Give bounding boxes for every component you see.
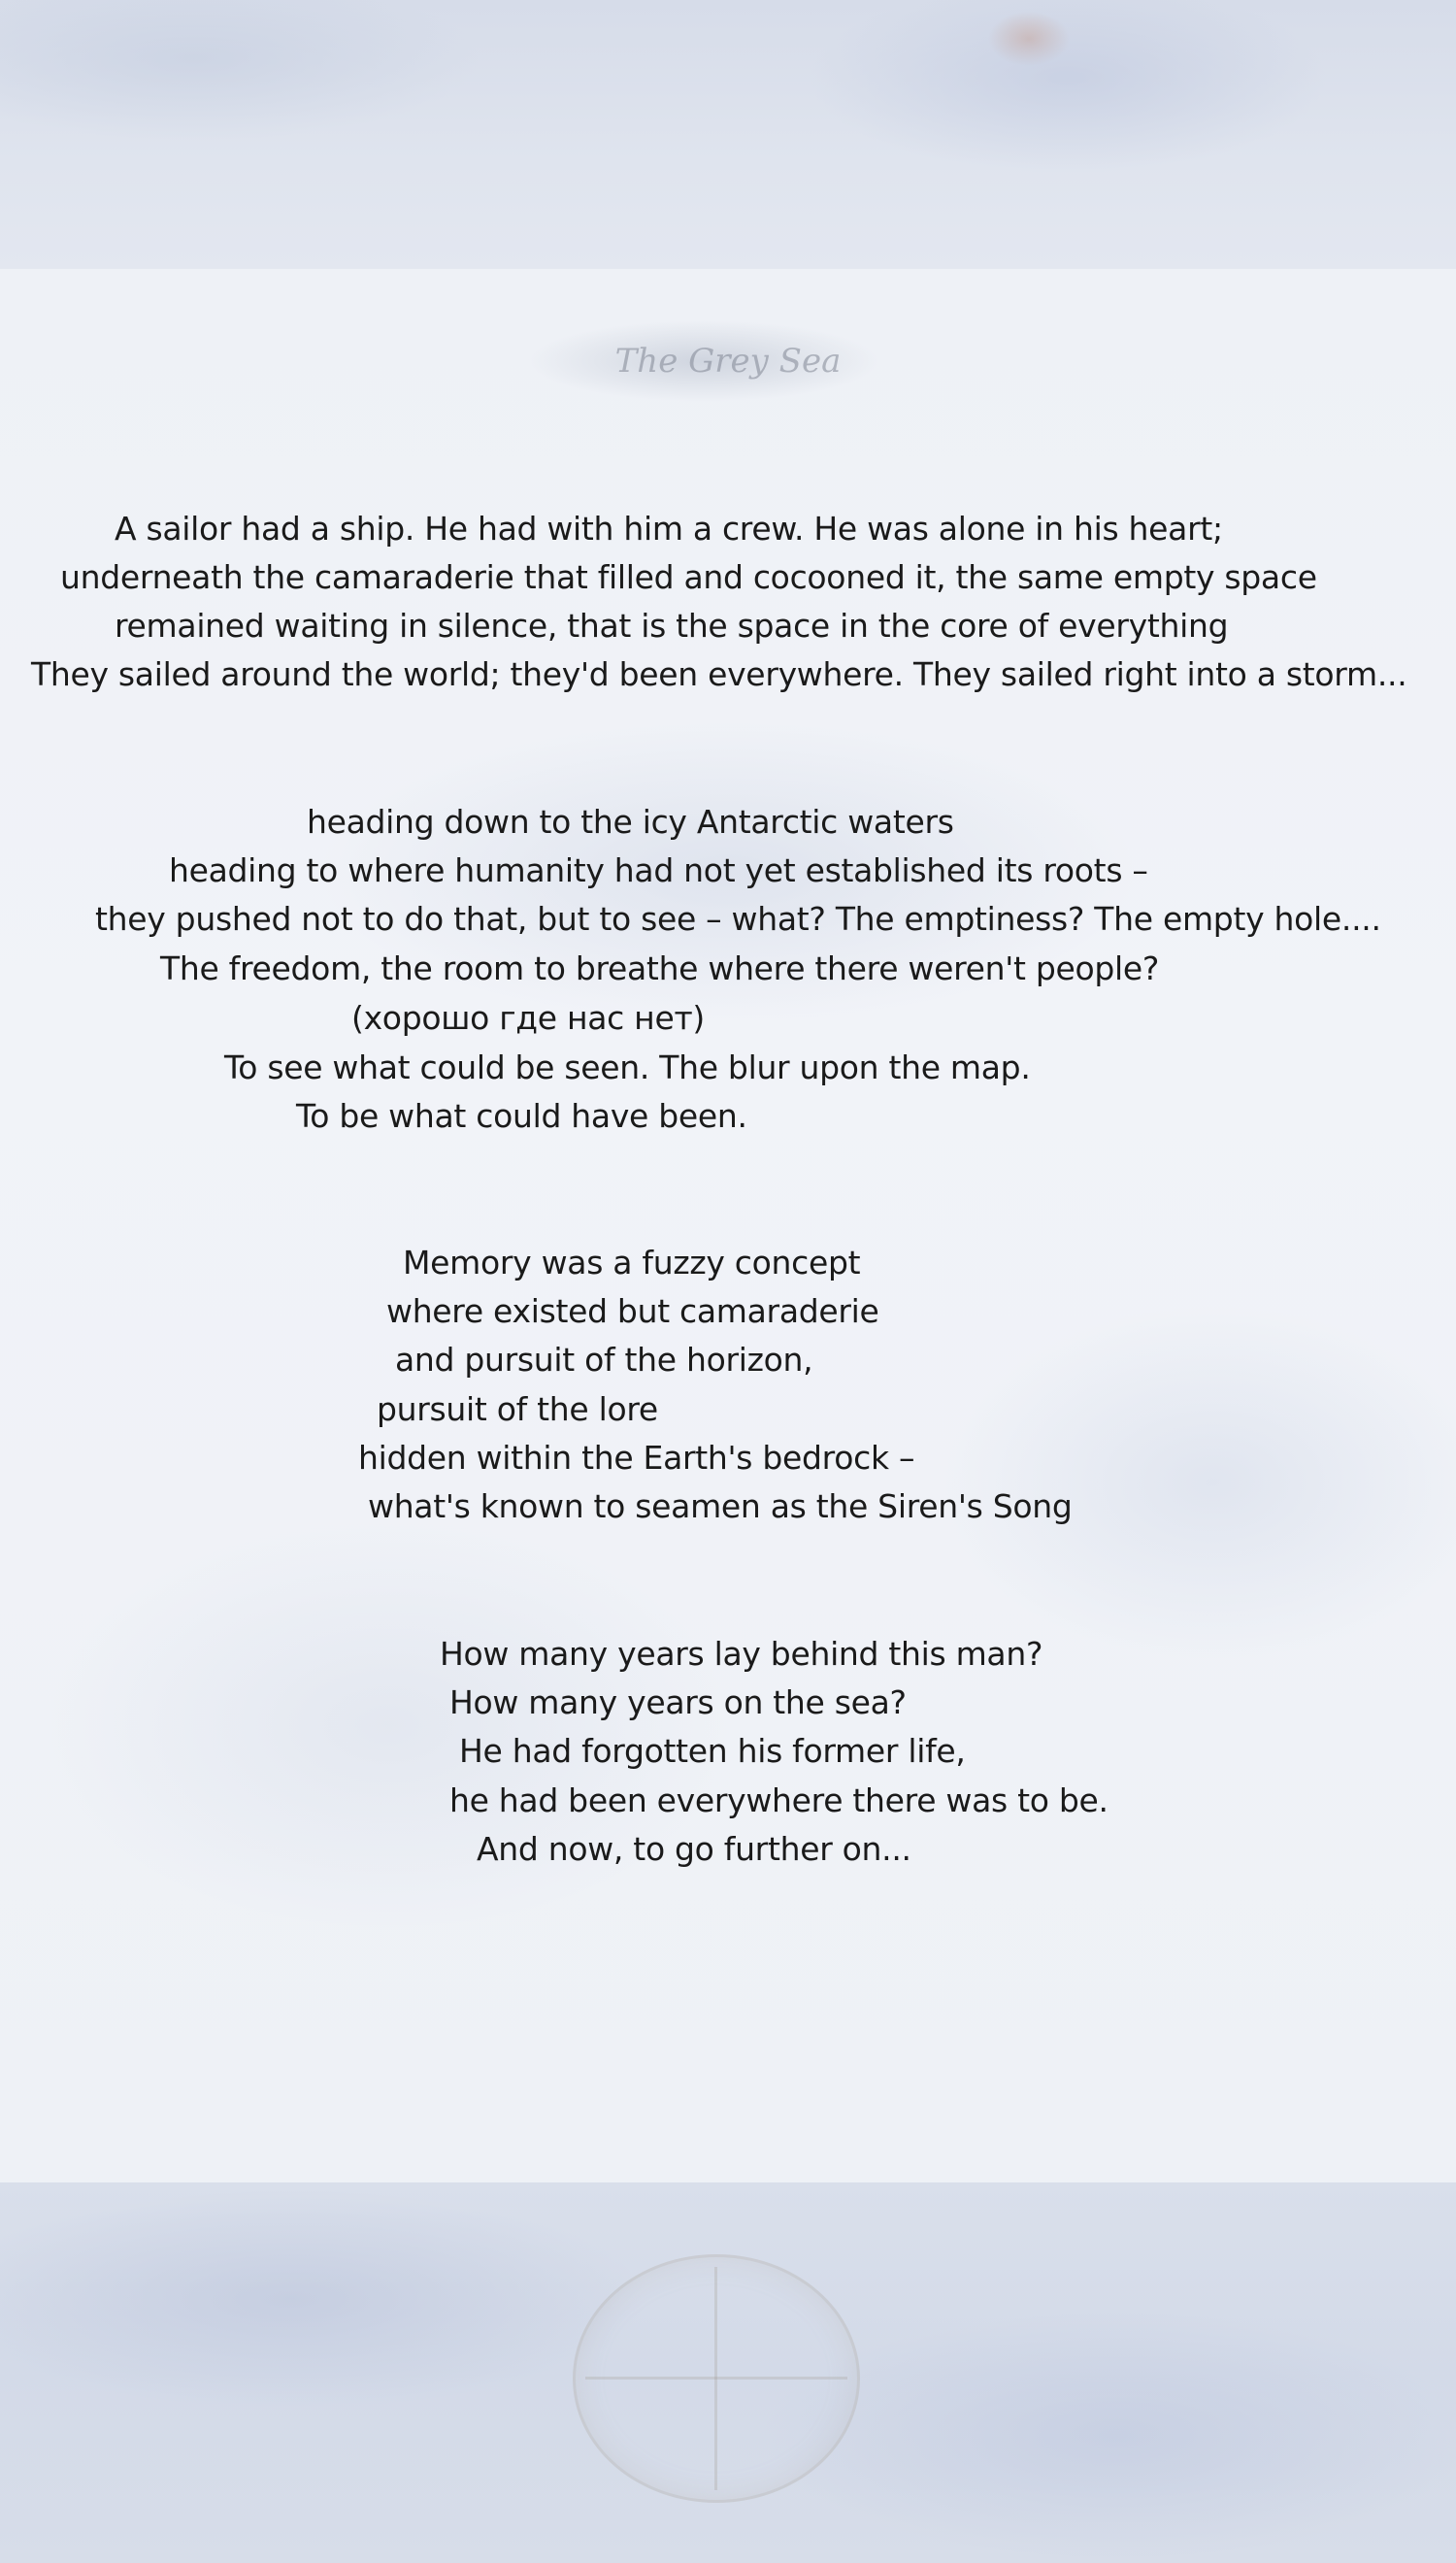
sketch-title: The Grey Sea: [614, 342, 842, 381]
poem-line: To see what could be seen. The blur upon the map.: [224, 1048, 1031, 1086]
top-painting-band: [0, 0, 1456, 269]
poem-line: hidden within the Earth's bedrock –: [358, 1439, 915, 1477]
poem-line: To be what could have been.: [296, 1097, 747, 1135]
poem-line: heading to where humanity had not yet established its roots –: [169, 851, 1148, 889]
poem-line: where existed but camaraderie: [386, 1292, 879, 1330]
poem-line: they pushed not to do that, but to see – what? The emptiness? The empty hole....: [95, 900, 1381, 938]
poem-line: And now, to go further on...: [477, 1830, 911, 1868]
poem-line: remained waiting in silence, that is the space in the core of everything: [115, 607, 1229, 645]
poem-line: heading down to the icy Antarctic waters: [307, 803, 954, 841]
poem-line: How many years lay behind this man?: [440, 1635, 1043, 1673]
poem-line: pursuit of the lore: [377, 1390, 658, 1428]
poem-line: Memory was a fuzzy concept: [403, 1244, 861, 1282]
poem-line: They sailed around the world; they'd been everywhere. They sailed right into a storm...: [31, 655, 1407, 693]
poem-line: what's known to seamen as the Siren's Song: [368, 1487, 1073, 1525]
poem-line: underneath the camaraderie that filled and cocooned it, the same empty space: [60, 558, 1317, 596]
poem-page: [0, 269, 1456, 2182]
poem-line: He had forgotten his former life,: [459, 1732, 966, 1770]
poem-line: A sailor had a ship. He had with him a crew. He was alone in his heart;: [115, 510, 1223, 548]
poem-line: How many years on the sea?: [449, 1683, 907, 1721]
poem-line: (хорошо где нас нет): [351, 999, 705, 1037]
poem-line: he had been everywhere there was to be.: [449, 1781, 1109, 1819]
bottom-painting-band: [0, 2182, 1456, 2563]
poem-line: The freedom, the room to breathe where there weren't people?: [160, 949, 1160, 987]
compass-rose-icon: [573, 2254, 860, 2503]
poem-line: and pursuit of the horizon,: [395, 1341, 813, 1379]
